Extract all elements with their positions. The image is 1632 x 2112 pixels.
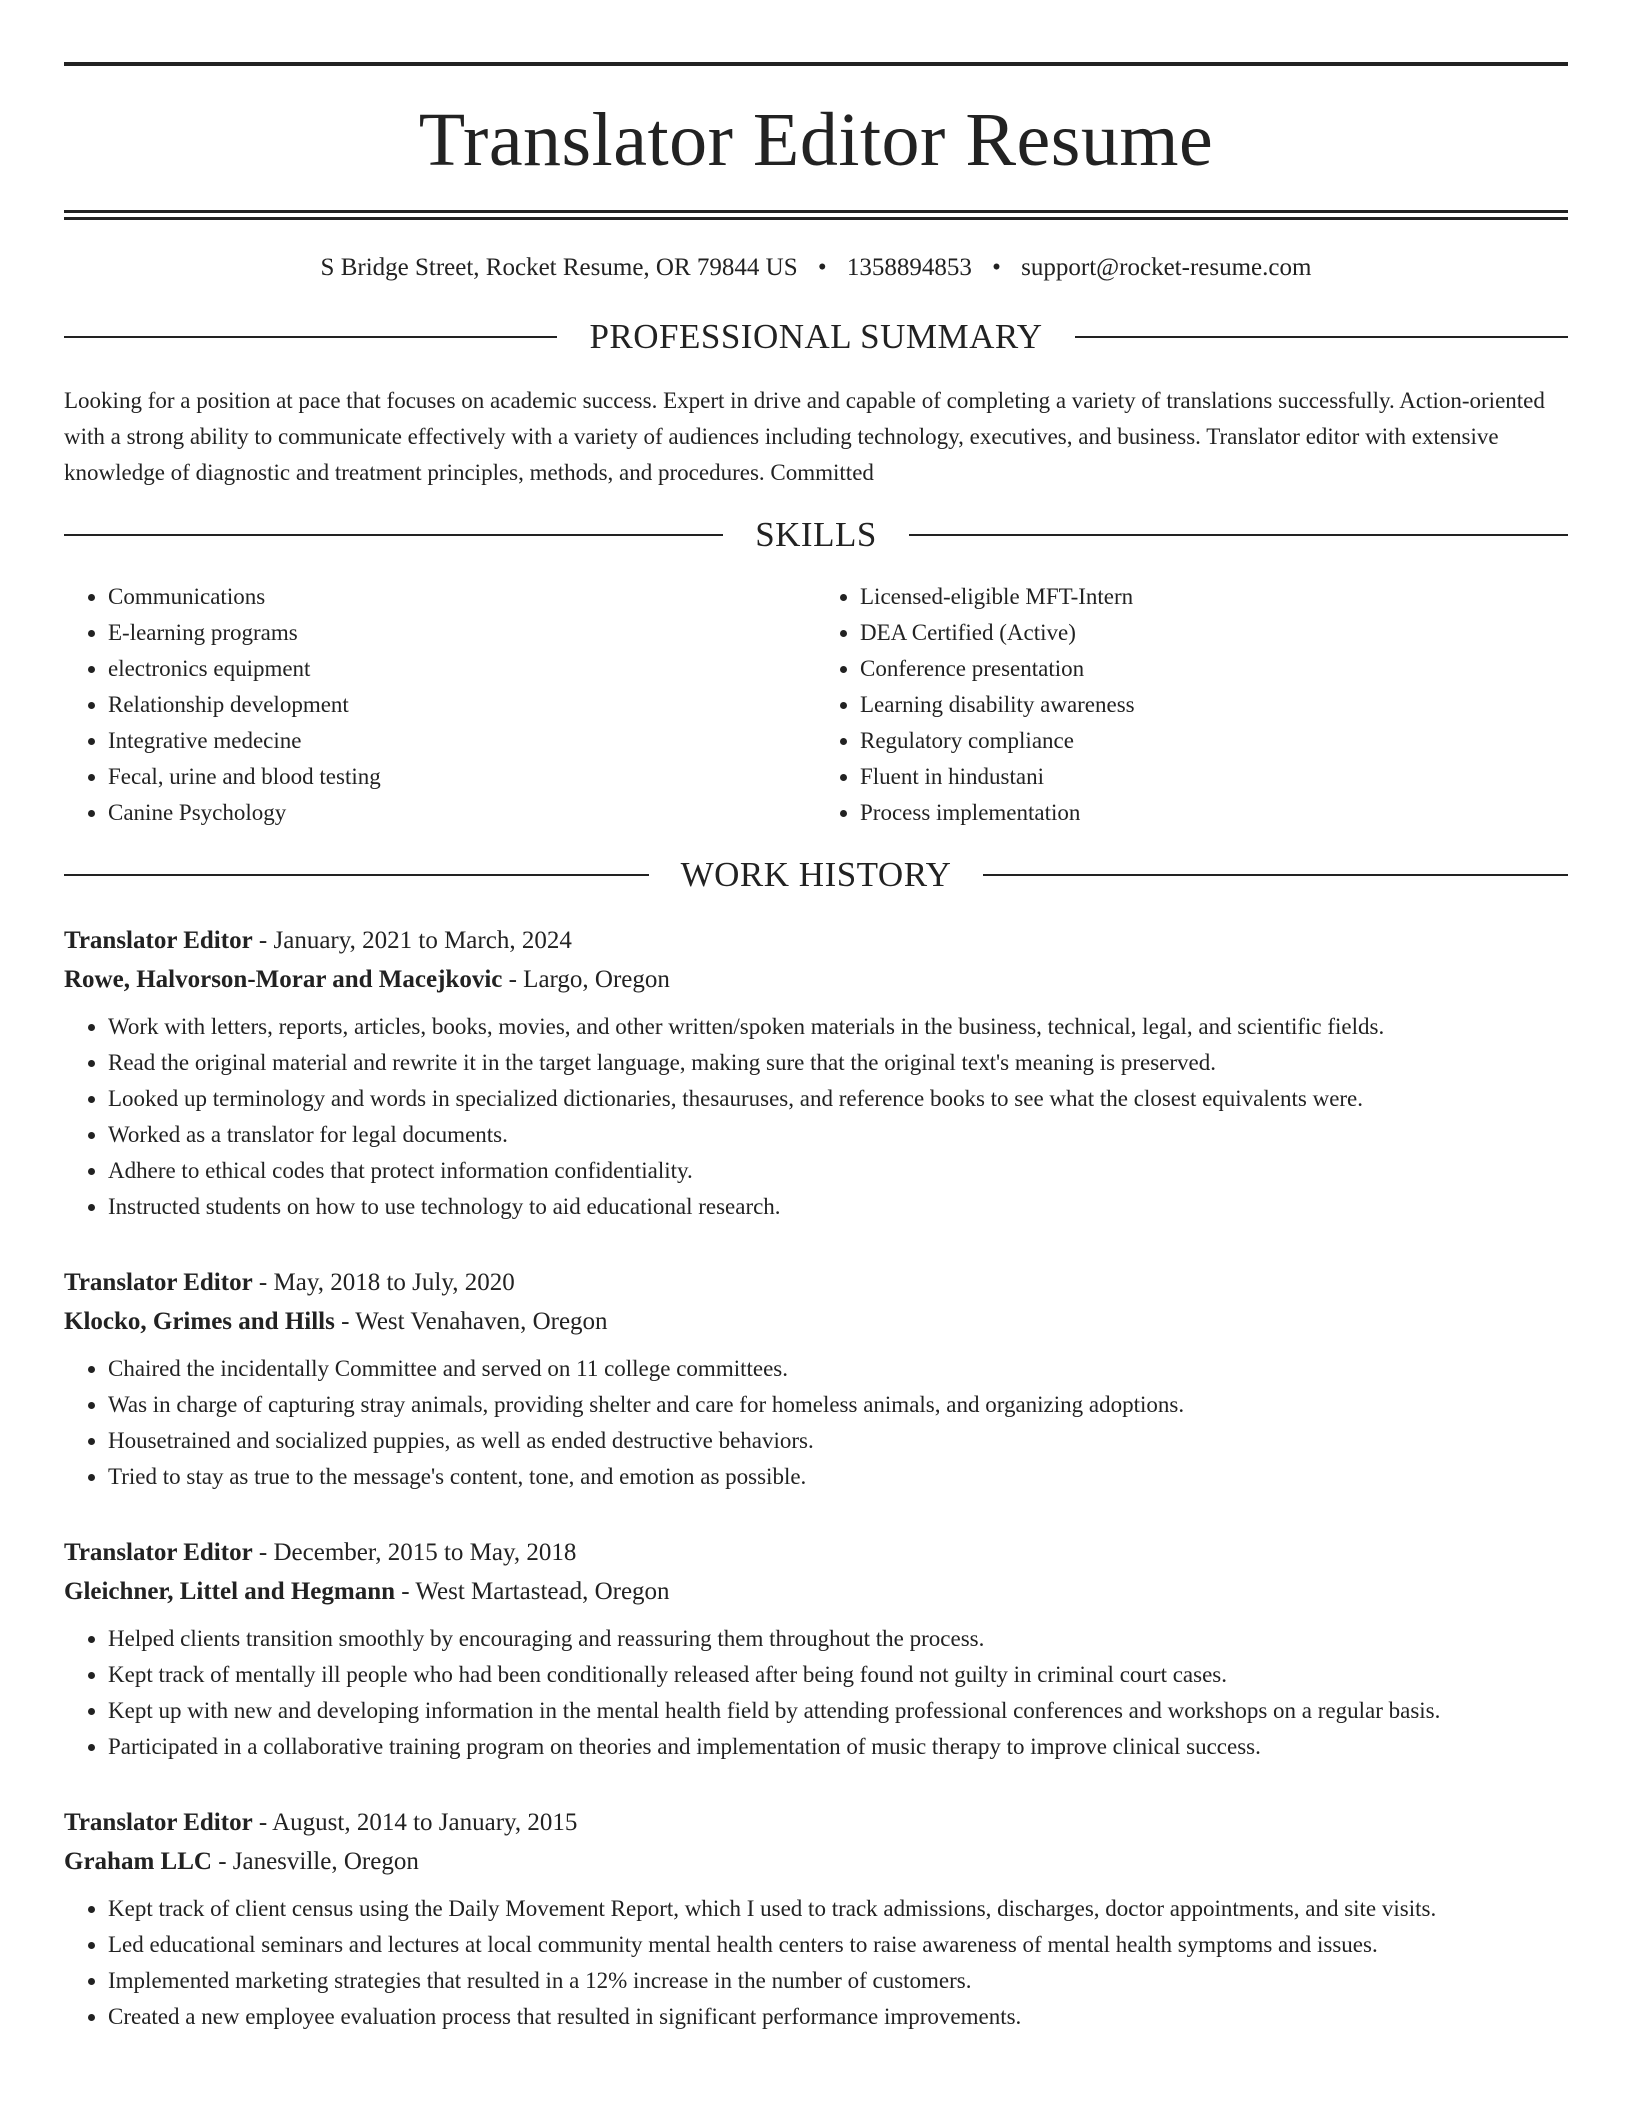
job-location: - West Martastead, Oregon: [395, 1578, 670, 1605]
summary-section-heading: [64, 317, 1568, 357]
contact-phone: 1358894853: [846, 254, 972, 281]
job-bullet: • Housetrained and socialized puppies, as well as ended destructive behaviors.: [108, 1423, 1568, 1459]
heading-rule: [64, 874, 649, 876]
skills-column-right: [816, 579, 1568, 831]
heading-rule: [64, 336, 557, 338]
skill-item: • Conference presentation: [860, 651, 1568, 687]
job-company: Klocko, Grimes and Hills: [64, 1308, 335, 1335]
heading-rule: [909, 534, 1568, 536]
job-bullet: • Worked as a translator for legal documents.: [108, 1117, 1568, 1153]
job-location: - Janesville, Oregon: [211, 1848, 419, 1875]
work-heading-label: WORK HISTORY: [680, 855, 952, 894]
job-company-line: [64, 960, 1568, 999]
job-location: - West Venahaven, Oregon: [334, 1308, 608, 1335]
job-entry: [64, 1803, 1568, 2035]
job-title: Translator Editor: [64, 927, 253, 954]
job-title-line: [64, 921, 1568, 960]
job-bullet: • Helped clients transition smoothly by encouraging and reassuring them throughout the process.: [108, 1621, 1568, 1657]
work-section-heading: [64, 855, 1568, 895]
job-dates: - August, 2014 to January, 2015: [252, 1809, 578, 1836]
skill-item: • Process implementation: [860, 795, 1568, 831]
job-bullet: • Chaired the incidentally Committee and served on 11 college committees.: [108, 1351, 1568, 1387]
job-title: Translator Editor: [64, 1269, 253, 1296]
job-bullet: • Implemented marketing strategies that resulted in a 12% increase in the number of customers.: [108, 1963, 1568, 1999]
job-company-line: [64, 1302, 1568, 1341]
contact-line: [64, 253, 1568, 283]
heading-rule: [983, 874, 1568, 876]
skills-heading-label: SKILLS: [755, 515, 877, 554]
job-dates: - January, 2021 to March, 2024: [252, 927, 572, 954]
job-company: Gleichner, Littel and Hegmann: [64, 1578, 396, 1605]
contact-email: support@rocket-resume.com: [1021, 254, 1312, 281]
job-bullet: • Was in charge of capturing stray animals, providing shelter and care for homeless animals, and organizing adoptions.: [108, 1387, 1568, 1423]
contact-separator: •: [992, 254, 1001, 281]
job-bullet: • Instructed students on how to use technology to aid educational research.: [108, 1189, 1568, 1225]
job-title: Translator Editor: [64, 1809, 253, 1836]
job-dates: - May, 2018 to July, 2020: [252, 1269, 515, 1296]
skill-item: • Relationship development: [108, 687, 816, 723]
skills-column-left: [64, 579, 816, 831]
skill-item: • Canine Psychology: [108, 795, 816, 831]
job-entry: [64, 1533, 1568, 1765]
heading-rule: [1075, 336, 1568, 338]
job-bullet: • Work with letters, reports, articles, books, movies, and other written/spoken materials in the business, technical, legal, and scientific fields.: [108, 1009, 1568, 1045]
job-bullet: • Adhere to ethical codes that protect information confidentiality.: [108, 1153, 1568, 1189]
skill-item: • DEA Certified (Active): [860, 615, 1568, 651]
job-bullets: [64, 1351, 1568, 1495]
skill-item: • Communications: [108, 579, 816, 615]
job-bullet: • Kept up with new and developing information in the mental health field by attending professional conferences and workshops on a regular basis.: [108, 1693, 1568, 1729]
contact-separator: •: [817, 254, 827, 281]
title-double-rule: [64, 210, 1568, 220]
skill-item: • Regulatory compliance: [860, 723, 1568, 759]
summary-text: Looking for a position at pace that focuses on academic success. Expert in drive and capable of completing a variety of translations successfully. Action-oriented with a strong ability to communicate effectively with a variety of audiences including technology, executives, and business. Translator editor with extensive knowledge of diagnostic and treatment principles, methods, and procedures. Committed: [64, 388, 1545, 485]
skills-list: [64, 579, 1568, 831]
heading-rule: [64, 534, 723, 536]
job-dates: - December, 2015 to May, 2018: [252, 1539, 577, 1566]
job-bullet: • Participated in a collaborative training program on theories and implementation of music therapy to improve clinical success.: [108, 1729, 1568, 1765]
job-bullet: • Created a new employee evaluation process that resulted in significant performance improvements.: [108, 1999, 1568, 2035]
skill-item: • Licensed-eligible MFT-Intern: [860, 579, 1568, 615]
job-bullet: • Kept track of client census using the Daily Movement Report, which I used to track admissions, discharges, doctor appointments, and site visits.: [108, 1891, 1568, 1927]
job-bullet: • Led educational seminars and lectures at local community mental health centers to raise awareness of mental health symptoms and issues.: [108, 1927, 1568, 1963]
job-bullet: • Tried to stay as true to the message's content, tone, and emotion as possible.: [108, 1459, 1568, 1495]
skill-item: • Fluent in hindustani: [860, 759, 1568, 795]
job-bullets: [64, 1621, 1568, 1765]
job-company-line: [64, 1842, 1568, 1881]
job-title-line: [64, 1803, 1568, 1842]
top-rule: [64, 62, 1568, 66]
summary-heading-label: PROFESSIONAL SUMMARY: [589, 317, 1043, 356]
job-company-line: [64, 1572, 1568, 1611]
job-bullets: [64, 1891, 1568, 2035]
job-bullet: • Looked up terminology and words in specialized dictionaries, thesauruses, and reference books to see what the closest equivalents were.: [108, 1081, 1568, 1117]
job-bullets: [64, 1009, 1568, 1225]
job-title-line: [64, 1533, 1568, 1572]
job-title: Translator Editor: [64, 1539, 253, 1566]
skill-item: • E-learning programs: [108, 615, 816, 651]
job-location: - Largo, Oregon: [502, 966, 670, 993]
job-entry: [64, 1263, 1568, 1495]
job-bullet: • Kept track of mentally ill people who had been conditionally released after being found not guilty in criminal court cases.: [108, 1657, 1568, 1693]
job-title-line: [64, 1263, 1568, 1302]
job-bullet: • Read the original material and rewrite it in the target language, making sure that the original text's meaning is preserved.: [108, 1045, 1568, 1081]
skills-section-heading: [64, 515, 1568, 555]
job-entry: [64, 921, 1568, 1225]
skill-item: • electronics equipment: [108, 651, 816, 687]
job-company: Rowe, Halvorson-Morar and Macejkovic: [64, 966, 503, 993]
resume-page: [64, 0, 1568, 2035]
job-company: Graham LLC: [64, 1848, 212, 1875]
skill-item: • Learning disability awareness: [860, 687, 1568, 723]
resume-title: Translator Editor Resume: [418, 98, 1214, 182]
skill-item: • Fecal, urine and blood testing: [108, 759, 816, 795]
contact-address: S Bridge Street, Rocket Resume, OR 79844 US: [320, 254, 798, 281]
skill-item: • Integrative medecine: [108, 723, 816, 759]
